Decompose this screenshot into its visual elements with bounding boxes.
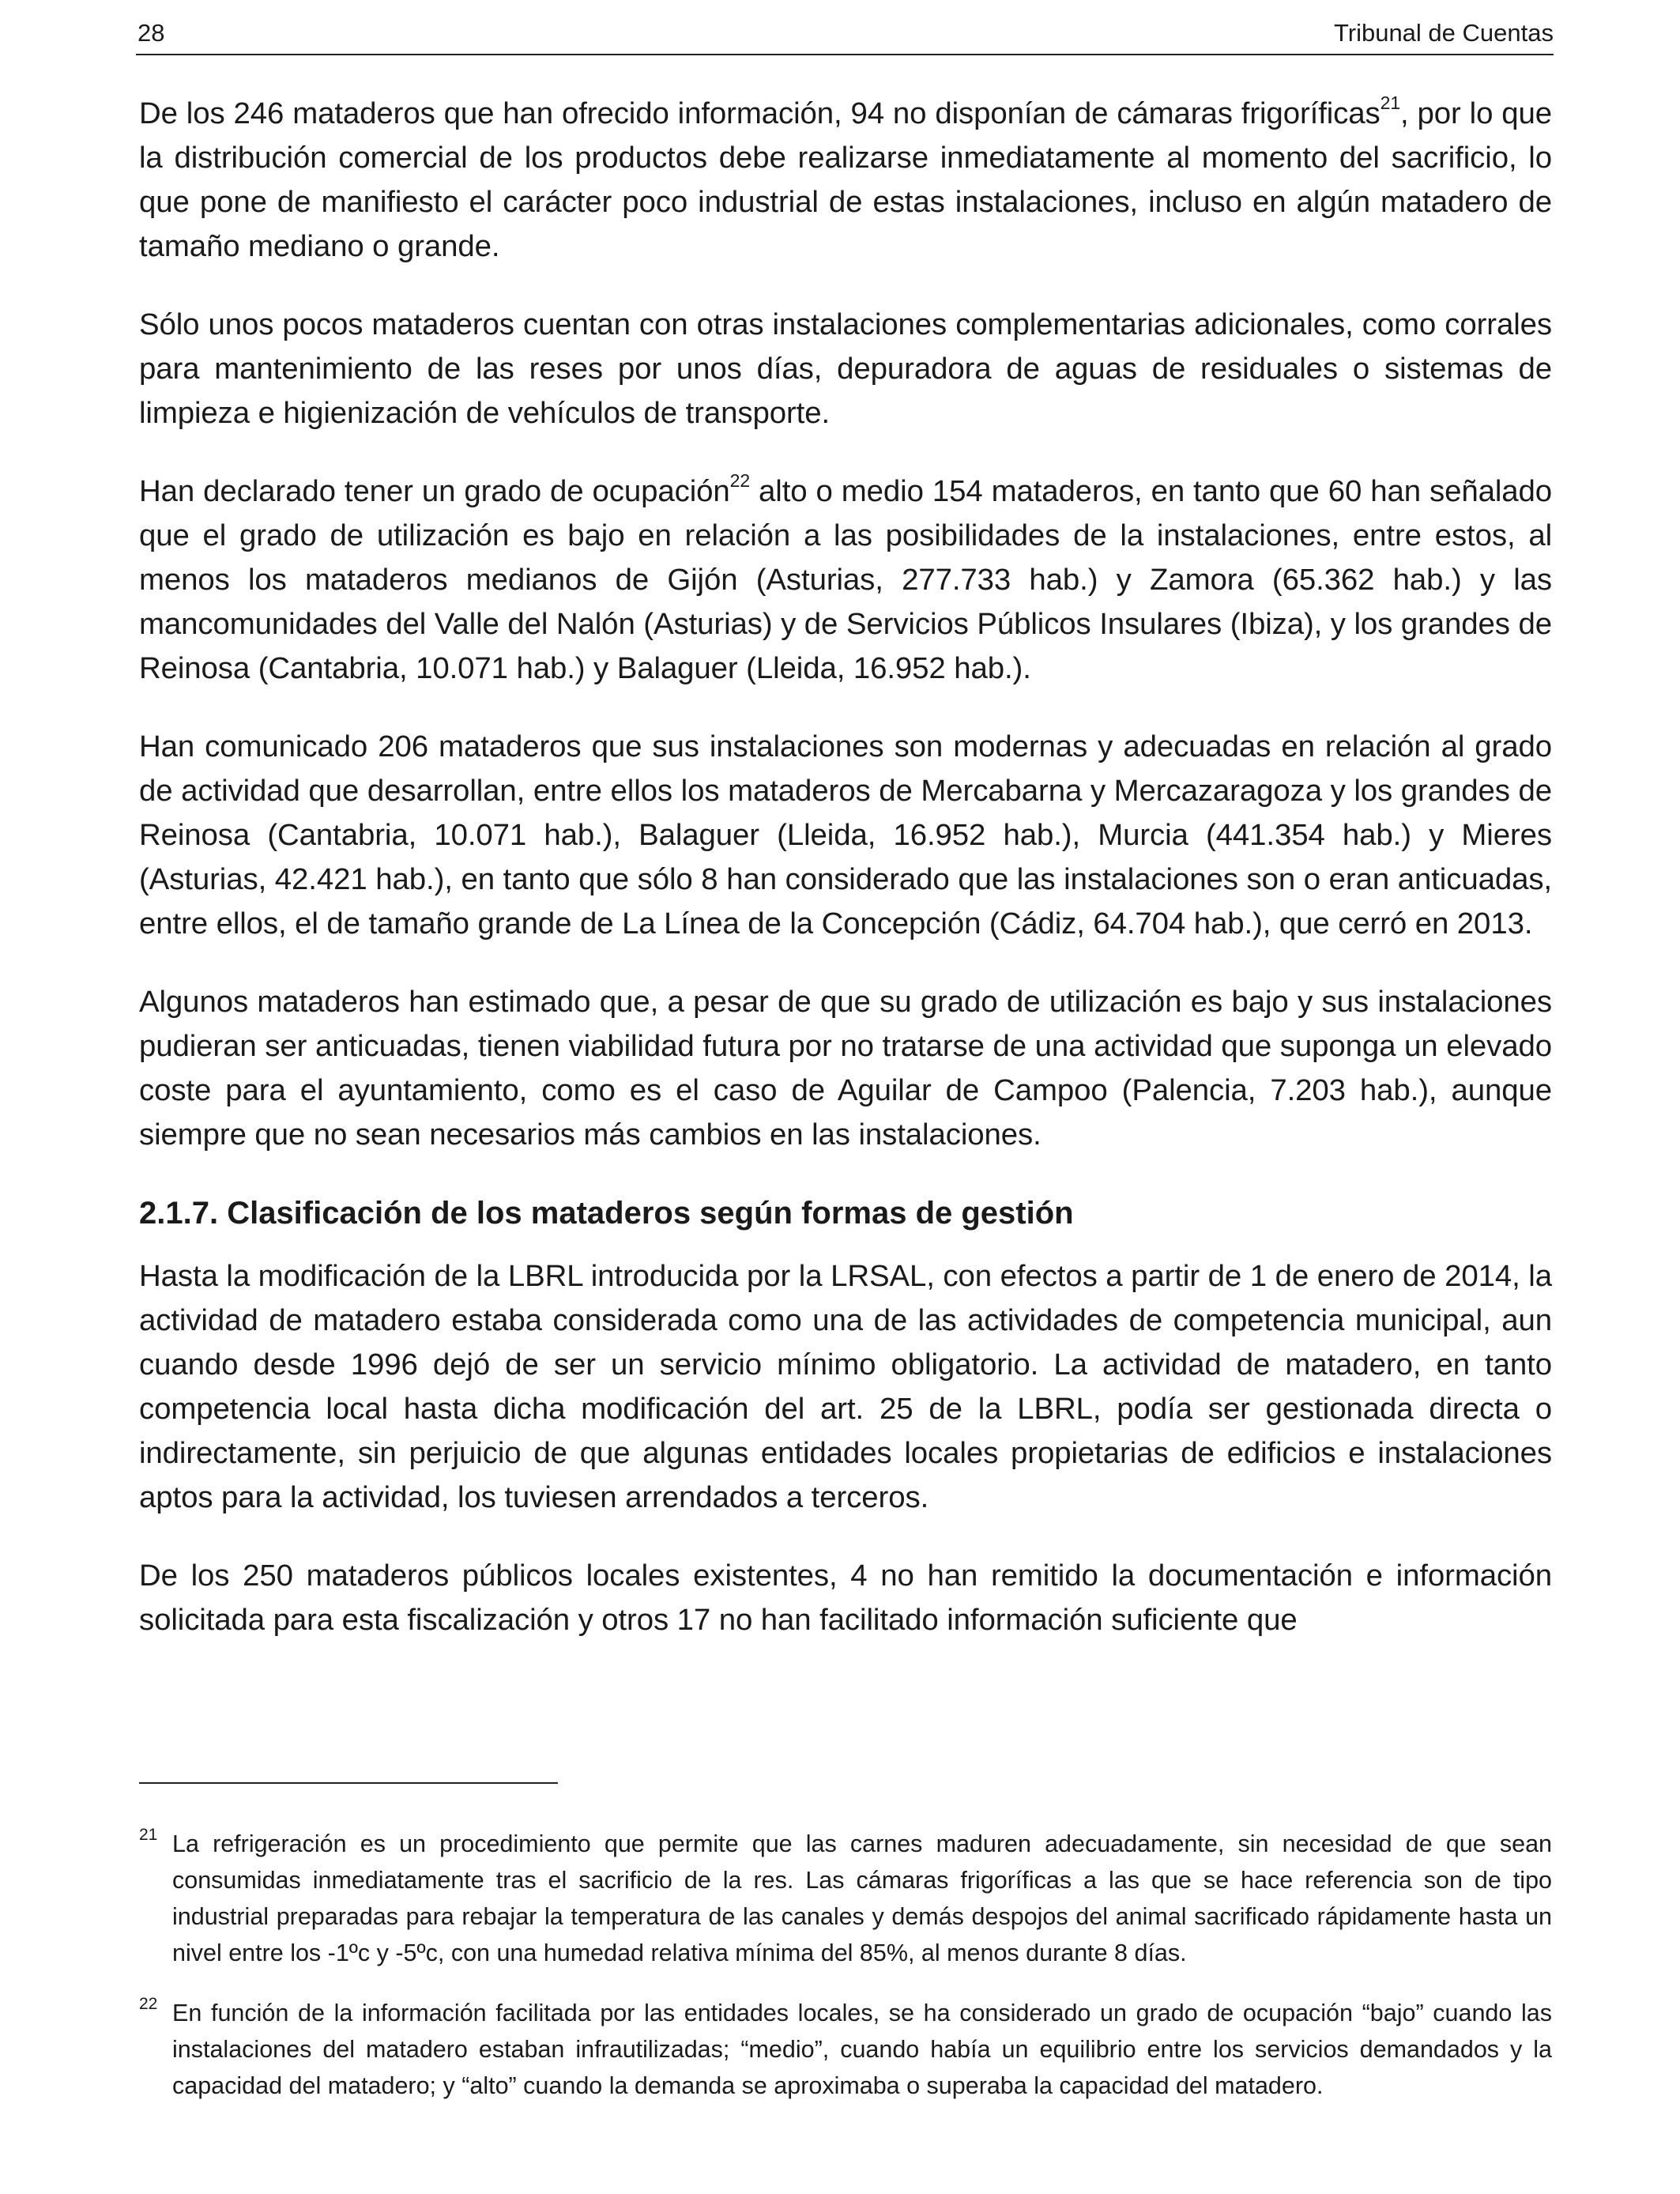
paragraph-text: alto o medio 154 mataderos, en tanto que 60 han señalado que el grado de utilización es bajo en relación a las posibilidades de la instalaciones, entre estos, al menos los mataderos medianos de Gijón (Asturias, 277.733 hab.) y Zamora (65.362 hab.) y las mancomunidades del Valle del Nalón (Asturias) y de Servicios Públicos Insulares (Ibiza), y los grandes de Reinosa (Cantabria, 10.071 hab.) y Balaguer (Lleida, 16.952 hab.). — [139, 474, 1553, 685]
paragraph-mataderos-publicos: De los 250 mataderos públicos locales existentes, 4 no han remitido la documentación e información solicitada para esta fiscalización y otros 17 no han facilitado información suficiente que — [139, 1559, 1552, 1637]
footnote-mark: 22 — [139, 1995, 158, 2013]
footnote-separator — [139, 1782, 558, 1784]
paragraph-text: , por lo que la distribución comercial de los productos debe realizarse inmediatamente al momento del sacrificio, lo que pone de manifiesto el carácter poco industrial de estas instalaciones, incluso en algún matadero de tamaño mediano o grande. — [139, 96, 1553, 263]
footnote-reference-22[interactable]: 22 — [729, 470, 751, 492]
footnote-text: La refrigeración es un procedimiento que permite que las carnes maduren adecuadamente, sin necesidad de que sean consumidas inmediatamente tras el sacrificio de la res. Las cámaras frigoríficas a las que se hace referencia son de tipo industrial preparadas para rebajar la temperatura de las canales y demás despojos del animal sacrificado rápidamente hasta un nivel entre los -1ºc y -5ºc, con una humedad relativa mínima del 85%, al menos durante 8 días. — [172, 1830, 1552, 1966]
paragraph-viabilidad-futura: Algunos mataderos han estimado que, a pesar de que su grado de utilización es bajo y sus instalaciones pudieran ser anticuadas, tienen viabilidad futura por no tratarse de una actividad que suponga un elevado coste para el ayuntamiento, como es el caso de Aguilar de Campoo (Palencia, 7.203 hab.), aunque siempre que no sean necesarios más cambios en las instalaciones. — [139, 985, 1552, 1152]
paragraph-instalaciones-modernas: Han comunicado 206 mataderos que sus instalaciones son modernas y adecuadas en relación al grado de actividad que desarrollan, entre ellos los mataderos de Mercabarna y Mercazaragoza y los grandes de Reinosa (Cantabria, 10.071 hab.), Balaguer (Lleida, 16.952 hab.), Murcia (441.354 hab.) y Mieres (Asturias, 42.421 hab.), en tanto que sólo 8 han considerado que las instalaciones son o eran anticuadas, entre ellos, el de tamaño grande de La Línea de la Concepción (Cádiz, 64.704 hab.), que cerró en 2013. — [139, 729, 1552, 941]
footnotes — [139, 1826, 1552, 2128]
running-title: Tribunal de Cuentas — [1333, 19, 1554, 47]
footnote-text: En función de la información facilitada por las entidades locales, se ha considerado un grado de ocupación “bajo” cuando las instalaciones del matadero estaban infrautilizadas; “medio”, cuando había un equilibrio entre los servicios demandados y la capacidad del matadero; y “alto” cuando la demanda se aproximaba o superaba la capacidad del matadero. — [172, 2000, 1552, 2099]
paragraph-modificacion-lbrl: Hasta la modificación de la LBRL introducida por la LRSAL, con efectos a partir de 1 de enero de 2014, la actividad de matadero estaba considerada como una de las actividades de competencia municipal, aun cuando desde 1996 dejó de ser un servicio mínimo obligatorio. La actividad de matadero, en tanto competencia local hasta dicha modificación del art. 25 de la LBRL, podía ser gestionada directa o indirectamente, sin perjuicio de que algunas entidades locales propietarias de edificios e instalaciones aptos para la actividad, los tuviesen arrendados a terceros. — [139, 1259, 1552, 1514]
paragraph-instalaciones-complementarias: Sólo unos pocos mataderos cuentan con otras instalaciones complementarias adicionales, como corrales para mantenimiento de las reses por unos días, depuradora de aguas de residuales o sistemas de limpieza e higienización de vehículos de transporte. — [139, 307, 1552, 430]
paragraph-grado-ocupacion — [139, 469, 1552, 691]
page-number: 28 — [137, 19, 165, 47]
footnote-21 — [139, 1826, 1552, 1971]
paragraph-text: Han declarado tener un grado de ocupación — [139, 474, 730, 508]
footnote-reference-21[interactable]: 21 — [1380, 92, 1401, 114]
page-header — [136, 16, 1554, 55]
main-body — [139, 92, 1552, 1676]
paragraph-camaras-frigorificas — [139, 92, 1552, 269]
paragraph-text: De los 246 mataderos que han ofrecido información, 94 no disponían de cámaras frigoríficas — [139, 96, 1381, 130]
footnote-mark: 21 — [139, 1826, 158, 1844]
section-heading: 2.1.7. Clasificación de los mataderos según formas de gestión — [139, 1196, 1074, 1231]
footnote-22 — [139, 1995, 1552, 2104]
